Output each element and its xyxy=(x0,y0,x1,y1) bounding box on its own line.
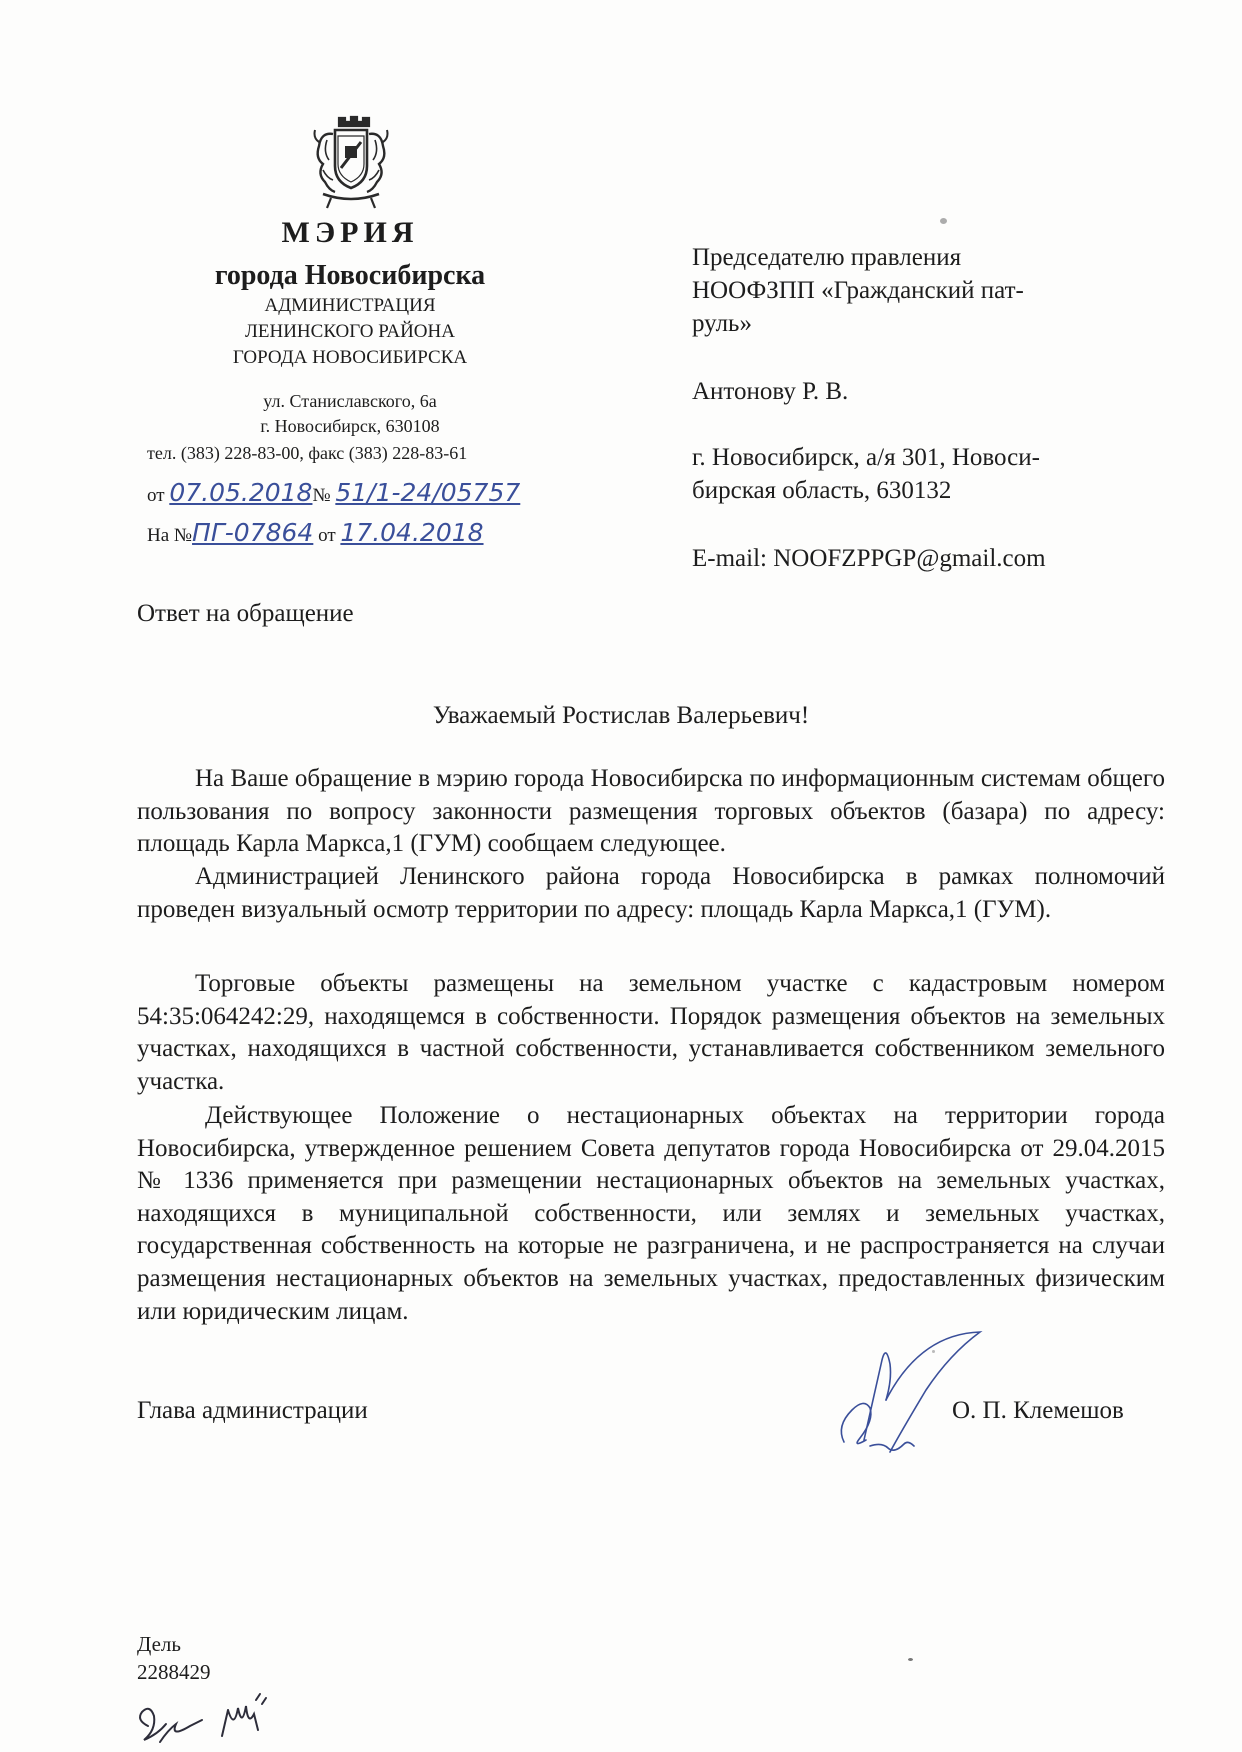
executor-phone: 2288429 xyxy=(137,1660,211,1684)
signatory-title: Глава администрации xyxy=(137,1397,368,1424)
outgoing-number: 51/1-24/05757 xyxy=(335,478,521,507)
paragraph: Администрацией Ленинского района города Новосибирска в рамках полномочий проведен визуальный осмотр территории по адресу: площадь Карла Маркса,1 (ГУМ). xyxy=(137,863,1165,923)
admin-line-1: АДМИНИСТРАЦИЯ xyxy=(264,295,436,316)
signatory-name: О. П. Клемешов xyxy=(952,1397,1124,1424)
outgoing-no-label: № xyxy=(312,485,331,506)
scan-speck xyxy=(932,1350,935,1353)
executor-name: Дель xyxy=(137,1632,181,1656)
recipient-line-1: Председателю правления xyxy=(692,244,962,271)
coat-of-arms-icon xyxy=(305,112,397,212)
recipient-line-3: руль» xyxy=(692,310,752,337)
incoming-date: 17.04.2018 xyxy=(340,518,484,547)
street-address: ул. Станиславского, 6а xyxy=(263,391,437,411)
city-zip: г. Новосибирск, 630108 xyxy=(260,416,440,436)
recipient-name: Антонову Р. В. xyxy=(692,378,849,405)
greeting: Уважаемый Ростислав Валерьевич! xyxy=(432,702,810,729)
org-city: города Новосибирска xyxy=(214,260,486,291)
handwritten-signature xyxy=(830,1330,1000,1460)
incoming-number: ПГ-07864 xyxy=(192,518,314,547)
recipient-line-2: НООФЗПП «Гражданский пат- xyxy=(692,277,1024,304)
handwritten-initials xyxy=(130,1690,280,1750)
recipient-address-2: бирская область, 630132 xyxy=(692,477,952,504)
incoming-prefix: На № xyxy=(147,525,193,546)
letter-subject: Ответ на обращение xyxy=(137,600,354,627)
phone-fax: тел. (383) 228-83-00, факс (383) 228-83-61 xyxy=(147,443,468,463)
incoming-reference xyxy=(147,518,484,547)
org-name: МЭРИЯ xyxy=(281,216,419,249)
scan-speck xyxy=(940,218,947,224)
outgoing-reference xyxy=(147,478,520,507)
incoming-from: от xyxy=(318,525,336,546)
outgoing-prefix: от xyxy=(147,485,165,506)
scan-speck xyxy=(908,1658,913,1661)
paragraph: На Ваше обращение в мэрию города Новосибирска по информационным системам общего пользования по вопросу законности размещения торговых объектов (базара) по адресу: площадь Карла Маркса,1 (ГУМ) сообщаем следующее. xyxy=(137,765,1165,858)
admin-line-3: ГОРОДА НОВОСИБИРСКА xyxy=(232,347,468,368)
recipient-email: E-mail: NOOFZPPGP@gmail.com xyxy=(692,545,1046,572)
outgoing-date: 07.05.2018 xyxy=(169,478,313,507)
paragraph: Торговые объекты размещены на земельном участке с кадастровым номером 54:35:064242:29, находящемся в собственности. Порядок размещения объектов на земельных участках, находящихся в частной собственности, устанавливается собственником земельного участка. xyxy=(137,970,1165,1095)
admin-line-2: ЛЕНИНСКОГО РАЙОНА xyxy=(245,321,455,342)
recipient-address-1: г. Новосибирск, а/я 301, Новоси- xyxy=(692,444,1040,471)
paragraph: Действующее Положение о нестационарных объектах на территории города Новосибирска, утвержденное решением Совета депутатов города Новосибирска от 29.04.2015 № 1336 применяется при размещении нестационарных объектов на земельных участках, находящихся в муниципальной собственности, или землях и земельных участках, государственная собственность на которые не разграничена, и не распространяется на случаи размещения нестационарных объектов на земельных участках, предоставленных физическим или юридическим лицам. xyxy=(137,1102,1165,1325)
